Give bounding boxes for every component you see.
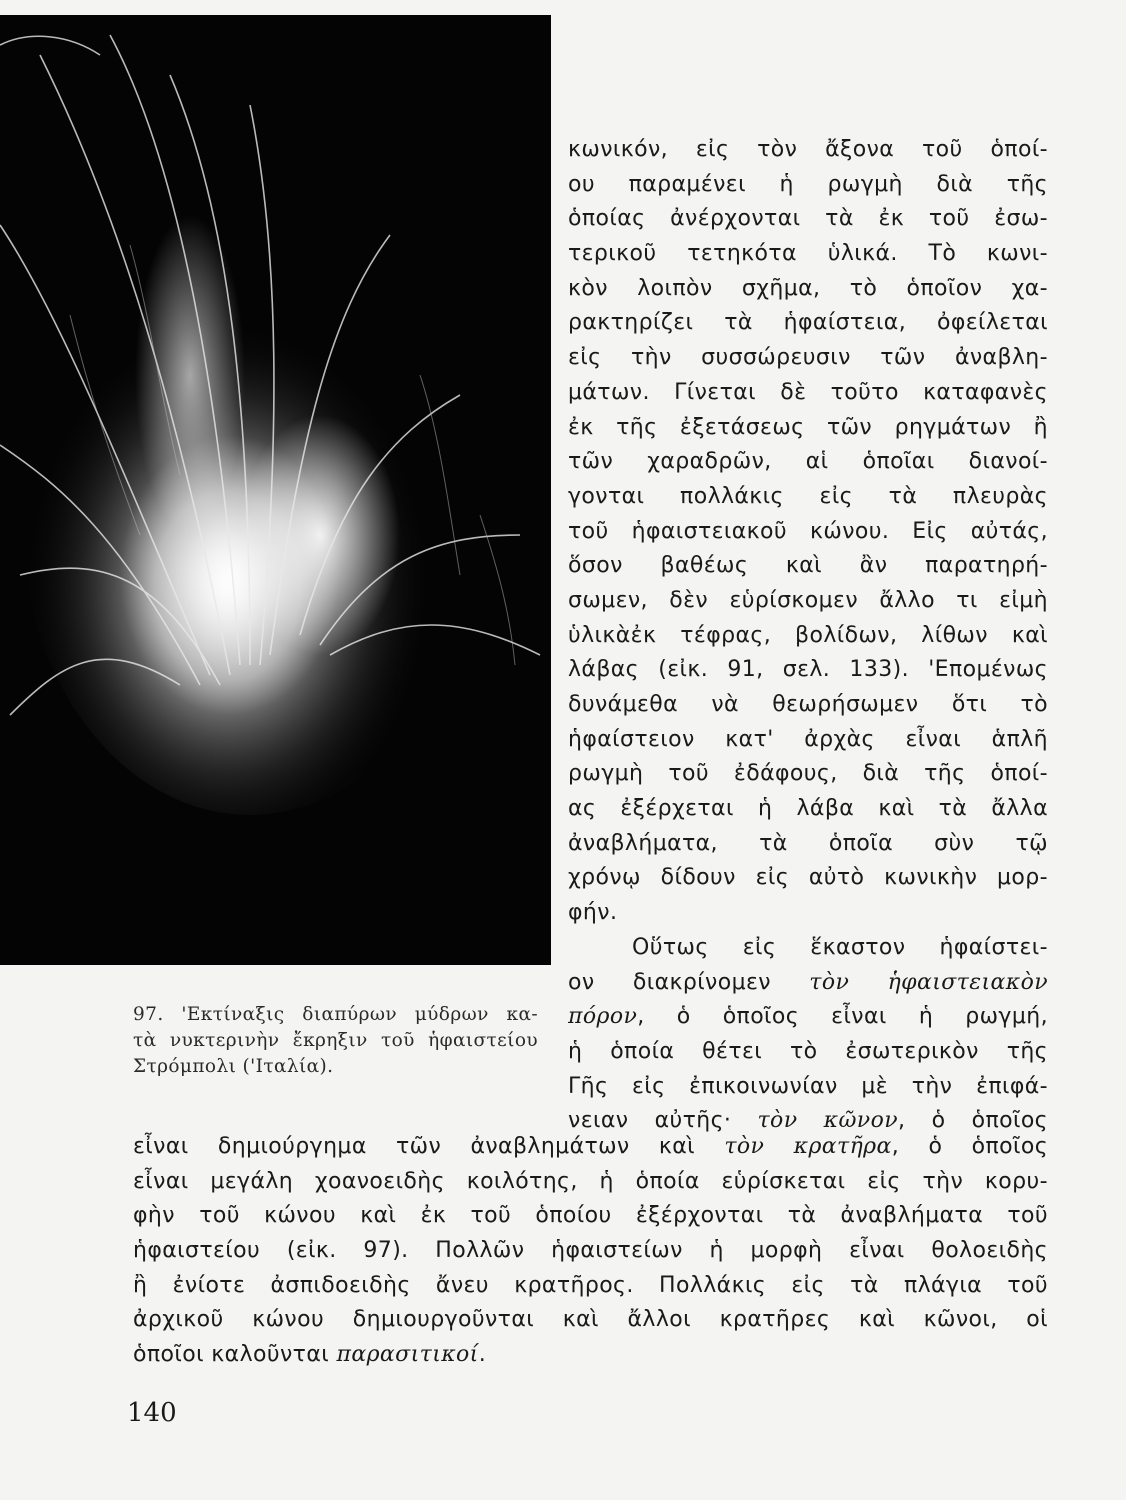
text-line — [133, 1303, 1048, 1338]
text-segment: τῶν χαραδρῶν, αἱ ὁποῖαι διανοί- — [568, 449, 1048, 475]
caption-line: τὰ νυκτερινὴν ἔκρηξιν τοῦ ἡφαιστείου — [133, 1030, 538, 1051]
text-line — [568, 584, 1048, 619]
text-segment: φήν. — [568, 900, 618, 926]
text-line — [568, 896, 1048, 931]
text-segment: ἡφαιστείου (εἰκ. 97). Πολλῶν ἡφαιστείων ἡ μορφὴ εἶναι θολοειδὴς — [133, 1238, 1048, 1264]
text-line — [568, 133, 1048, 168]
text-line — [568, 445, 1048, 480]
text-segment: Γῆς εἰς ἐπικοινωνίαν μὲ τὴν ἐπιφά- — [568, 1073, 1048, 1099]
text-segment: γονται πολλάκις εἰς τὰ πλευρὰς — [568, 483, 1048, 509]
italic-term: τὸν ἡφαιστειακὸν — [809, 969, 1048, 995]
text-segment: ρακτηρίζει τὰ ἡφαίστεια, ὀφείλεται — [568, 310, 1048, 336]
italic-term: πόρον — [568, 1004, 638, 1030]
text-line — [568, 688, 1048, 723]
text-segment: λάβας (εἰκ. 91, σελ. 133). 'Επομένως — [568, 657, 1048, 683]
text-line — [568, 966, 1048, 1001]
caption-line: Στρόμπολι ('Ιταλία). — [133, 1056, 334, 1077]
text-line — [568, 1035, 1048, 1070]
text-line — [568, 619, 1048, 654]
caption-line: 97. 'Εκτίναξις διαπύρων μύδρων κα- — [133, 1004, 538, 1025]
text-line — [133, 1234, 1048, 1269]
text-line — [568, 757, 1048, 792]
text-segment: εἰς τὴν συσσώρευσιν τῶν ἀναβλη- — [568, 345, 1048, 371]
text-line — [568, 931, 1048, 966]
italic-term: τὸν κῶνον — [757, 1108, 899, 1134]
text-line — [133, 1199, 1048, 1234]
text-line — [568, 549, 1048, 584]
text-segment: τοῦ ἡφαιστειακοῦ κώνου. Εἰς αὐτάς, — [568, 518, 1048, 544]
text-segment: , ὁ ὁποῖος — [891, 1134, 1048, 1159]
text-segment: εἶναι μεγάλη χοανοειδὴς κοιλότης, ἡ ὁποία εὑρίσκεται εἰς τὴν κορυ- — [133, 1168, 1048, 1194]
text-segment: ἡ ὁποία θέτει τὸ ἐσωτερικὸν τῆς — [568, 1038, 1048, 1064]
eruption-image — [0, 15, 551, 965]
text-segment: δυνάμεθα νὰ θεωρήσωμεν ὅτι τὸ — [568, 692, 1048, 717]
text-segment: κὸν λοιπὸν σχῆμα, τὸ ὁποῖον χα- — [568, 275, 1048, 301]
text-line — [568, 480, 1048, 515]
text-segment: μάτων. Γίνεται δὲ τοῦτο καταφανὲς — [568, 379, 1048, 405]
text-line — [133, 1130, 1048, 1165]
right-column-text — [568, 133, 1048, 1139]
italic-term: τὸν κρατῆρα — [724, 1134, 892, 1159]
text-segment: ἢ ἐνίοτε ἀσπιδοειδὴς ἄνευ κρατῆρος. Πολλάκις εἰς τὰ πλάγια τοῦ — [133, 1272, 1048, 1298]
text-line — [568, 792, 1048, 827]
text-segment: ρωγμὴ τοῦ ἐδάφους, διὰ τῆς ὁποί- — [568, 761, 1048, 787]
text-segment: φὴν τοῦ κώνου καὶ ἐκ τοῦ ὁποίου ἐξέρχονται τὰ ἀναβλήματα τοῦ — [133, 1203, 1048, 1229]
page-number: 140 — [127, 1398, 177, 1428]
text-segment: ἡφαίστειον κατ' ἀρχὰς εἶναι ἁπλῆ — [568, 726, 1048, 752]
text-line — [568, 306, 1048, 341]
text-segment: ἀρχικοῦ κώνου δημιουργοῦνται καὶ ἄλλοι κρατῆρες καὶ κῶνοι, οἱ — [133, 1307, 1048, 1333]
text-segment: χρόνῳ δίδουν εἰς αὐτὸ κωνικὴν μορ- — [568, 865, 1048, 891]
text-segment: ὅσον βαθέως καὶ ἂν παρατηρή- — [568, 553, 1048, 579]
text-line — [133, 1165, 1048, 1200]
text-segment: εἶναι δημιούργημα τῶν ἀναβλημάτων καὶ — [133, 1134, 725, 1159]
text-segment: ὑλικὰἐκ τέφρας, βολίδων, λίθων καὶ — [568, 622, 1048, 648]
text-segment: κωνικόν, εἰς τὸν ἄξονα τοῦ ὁποί- — [568, 137, 1048, 162]
text-segment: Οὕτως εἰς ἕκαστον ἡφαίστει- — [632, 934, 1048, 960]
text-line — [568, 1070, 1048, 1105]
text-line — [133, 1269, 1048, 1304]
text-line — [568, 272, 1048, 307]
italic-term: παρασιτικοί — [336, 1342, 479, 1368]
text-line — [568, 861, 1048, 896]
text-segment: ἐκ τῆς ἐξετάσεως τῶν ρηγμάτων ἢ — [568, 414, 1048, 440]
text-segment: ὁποῖοι καλοῦνται — [133, 1342, 337, 1368]
text-segment: . — [478, 1342, 487, 1368]
text-segment: , ὁ ὁποῖος εἶναι ἡ ρωγμή, — [637, 1004, 1048, 1030]
text-segment: ὁποίας ἀνέρχονται τὰ ἐκ τοῦ ἐσω- — [568, 206, 1048, 232]
text-line — [568, 411, 1048, 446]
text-line — [568, 827, 1048, 862]
text-line — [568, 341, 1048, 376]
text-line — [568, 376, 1048, 411]
text-line — [133, 1338, 1048, 1373]
text-segment: , ὁ ὁποῖος — [898, 1108, 1048, 1134]
text-line — [568, 723, 1048, 758]
text-line — [568, 653, 1048, 688]
text-segment: σωμεν, δὲν εὑρίσκομεν ἄλλο τι εἰμὴ — [568, 587, 1048, 613]
text-line — [568, 1000, 1048, 1035]
text-line — [568, 168, 1048, 203]
figure-caption — [133, 1002, 538, 1080]
text-line — [568, 515, 1048, 550]
text-segment: τερικοῦ τετηκότα ὑλικά. Τὸ κωνι- — [568, 241, 1048, 267]
full-width-text — [133, 1130, 1048, 1373]
text-segment: ον διακρίνομεν — [568, 969, 810, 995]
text-line — [568, 237, 1048, 272]
text-line — [568, 202, 1048, 237]
volcano-eruption-photo — [0, 15, 551, 965]
text-segment: ου παραμένει ἡ ρωγμὴ διὰ τῆς — [568, 171, 1048, 197]
text-segment: ας ἐξέρχεται ἡ λάβα καὶ τὰ ἄλλα — [568, 796, 1048, 822]
text-segment: νειαν αὐτῆς· — [568, 1108, 758, 1134]
text-segment: ἀναβλήματα, τὰ ὁποῖα σὺν τῷ — [568, 830, 1048, 856]
